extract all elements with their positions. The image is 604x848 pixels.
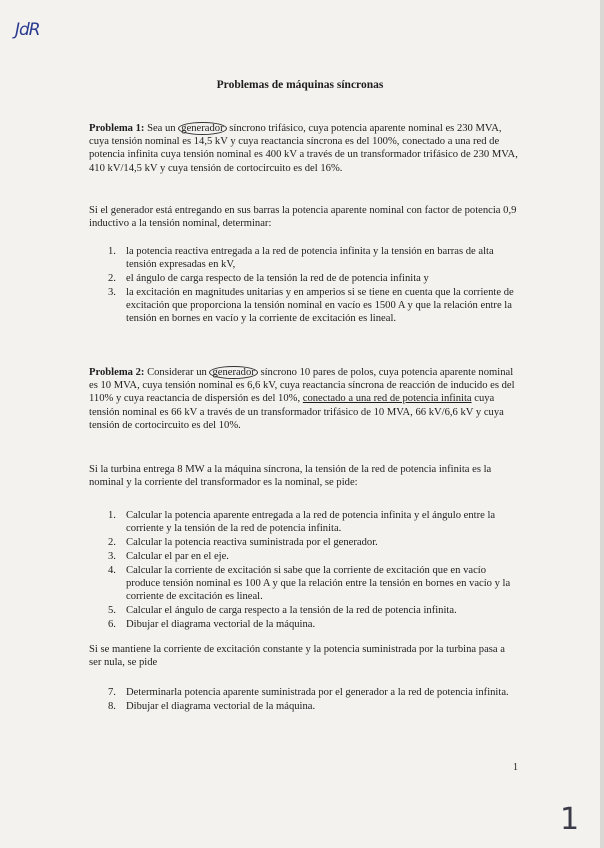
list-item-number: 1.	[108, 510, 116, 521]
problem1-generator-circled: generador	[178, 122, 226, 135]
list-item-text: Dibujar el diagrama vectorial de la máquina.	[126, 701, 316, 712]
list-item-text: Calcular la corriente de excitación si sabe que la corriente de excitación que en vacío produce tensión nominal es 100 A y que la relación entre la tensión en bornes en vacío y la corriente de excitación es lineal.	[126, 565, 511, 602]
list-item-number: 3.	[108, 551, 116, 562]
problem2-intro-underlined: conectado a una red de potencia infinita	[302, 393, 472, 405]
list-item-number: 4.	[108, 565, 116, 576]
handwritten-page-number: 1	[560, 802, 580, 837]
list-item-number: 7.	[108, 687, 116, 698]
list-item-number: 2.	[108, 537, 116, 548]
list-item	[108, 564, 520, 603]
page-title: Problemas de máquinas síncronas	[216, 79, 384, 91]
problem2-generator-circled: generador	[209, 366, 257, 379]
problem1-question: Si el generador está entregando en sus barras la potencia aparente nominal con factor de potencia 0,9 inductivo a la tensión nominal, determinar:	[89, 205, 517, 230]
list-item-number: 1.	[108, 246, 116, 257]
page-number: 1	[513, 762, 518, 773]
list-item-number: 2.	[108, 273, 116, 284]
list-item-number: 8.	[108, 701, 116, 712]
problem2-intro-a: Considerar un	[144, 367, 210, 378]
problem2-intro-c: cuya tensión nominal es 66 kV a través de un transformador trifásico de 10 MVA, 66 kV/6,6 kV y cuya tensión de cortocircuito es del 10%.	[89, 393, 504, 431]
problem1-label: Problema 1:	[89, 123, 145, 134]
problem1-statement	[89, 122, 519, 175]
list-item-text: Calcular la potencia aparente entregada a la red de potencia infinita y el ángulo entre la corriente y la tensión de la red de potencia infinita.	[126, 510, 496, 534]
list-item-text: Calcular el ángulo de carga respecto a la tensión de la red de potencia infinita.	[126, 605, 457, 616]
list-item-text: la potencia reactiva entregada a la red de potencia infinita y la tensión en barras de alta tensión expresadas en kV,	[126, 246, 494, 270]
list-item-text: Dibujar el diagrama vectorial de la máquina.	[126, 619, 316, 630]
list-item-number: 6.	[108, 619, 116, 630]
problem1-intro-b: síncrono trifásico, cuya potencia aparente nominal es 230 MVA, cuya tensión nominal es 14,5 kV y cuya reactancia síncrona es del 100%, conectado a una red de potencia infinita cuya tensión nominal es 400 kV a través de un transformador trifásico de 230 MVA, 410 kV/14,5 kV y cuya tensión de cortocircuito es del 16%.	[89, 123, 518, 174]
handwritten-initials: JdR	[15, 20, 40, 40]
problem2-question2: Si se mantiene la corriente de excitación constante y la potencia suministrada por la turbina pasa a ser nula, se pide	[89, 644, 505, 669]
list-item-text: la excitación en magnitudes unitarias y en amperios si se tiene en cuenta que la corriente de excitación que proporciona la tensión nominal en vacío es 1500 A y que la relación entre la tensión en bornes en vacío y la corriente de excitación es lineal.	[126, 287, 514, 324]
list-item-text: Determinarla potencia aparente suministrada por el generador a la red de potencia infinita.	[126, 687, 509, 698]
list-item	[108, 550, 520, 563]
list-item	[108, 700, 520, 713]
list-item	[108, 245, 520, 271]
problem2-label: Problema 2:	[89, 367, 145, 378]
list-item	[108, 272, 520, 285]
list-item	[108, 536, 520, 549]
list-item-number: 5.	[108, 605, 116, 616]
list-item-number: 3.	[108, 287, 116, 298]
problem2-question: Si la turbina entrega 8 MW a la máquina síncrona, la tensión de la red de potencia infinita es la nominal y la corriente del transformador es la nominal, se pide:	[89, 464, 492, 489]
problem1-list	[108, 245, 520, 326]
list-item-text: Calcular el par en el eje.	[126, 551, 229, 562]
problem2-list	[108, 509, 520, 632]
list-item-text: el ángulo de carga respecto de la tensión la red de de potencia infinita y	[126, 273, 429, 284]
problem2-list2	[108, 686, 520, 714]
list-item	[108, 618, 520, 631]
list-item	[108, 604, 520, 617]
list-item	[108, 509, 520, 535]
problem1-intro-a: Sea un	[144, 123, 179, 134]
problem2-statement	[89, 366, 519, 432]
list-item	[108, 286, 520, 325]
list-item-text: Calcular la potencia reactiva suministrada por el generador.	[126, 537, 378, 548]
problem2-intro-b: síncrono 10 pares de polos, cuya potencia aparente nominal es 10 MVA, cuya tensión nominal es 6,6 kV, cuya reactancia síncrona de reacción de inducido es del 110% y cuya reactancia de dispersión es del 10%,	[89, 367, 515, 405]
list-item	[108, 686, 520, 699]
